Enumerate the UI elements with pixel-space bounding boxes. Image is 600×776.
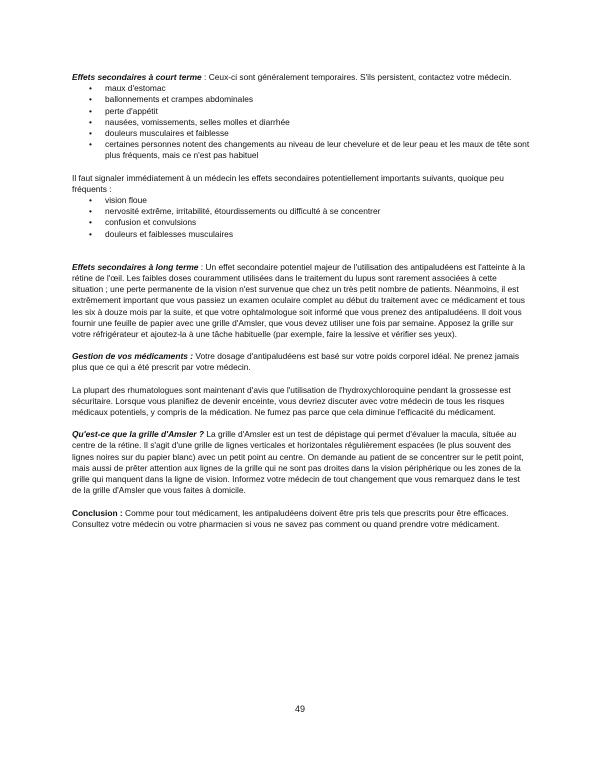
report-list: [72, 195, 530, 240]
short-term-heading: Effets secondaires à court terme: [72, 72, 202, 82]
amsler-heading: Qu'est-ce que la grille d'Amsler ?: [72, 429, 204, 440]
list-item: • nervosité extrême, irritabilité, étourdissements ou difficulté à se concentrer: [72, 206, 530, 217]
page-content: [72, 72, 530, 530]
list-item: • douleurs musculaires et faiblesse: [72, 128, 530, 139]
list-item: • ballonnements et crampes abdominales: [72, 94, 530, 105]
long-term-heading: Effets secondaires à long terme: [72, 261, 199, 272]
conclusion-paragraph: [72, 508, 530, 530]
list-item: • vision floue: [72, 195, 530, 206]
long-term-paragraph: [72, 262, 530, 340]
short-term-intro: : Ceux-ci sont généralement temporaires. S'ils persistent, contactez votre médecin.: [201, 72, 512, 82]
amsler-text: La grille d'Amsler est un test de dépistage qui permet d'évaluer la macula, située au centre de la rétine. Il s'agit d'une grille de lignes verticales et horizontales régulièrement espacées (le plus souvent des lignes noires sur du papier blanc) avec un petit point au centre. On demande au patient de se concentrer sur le petit point, mais aussi de prêter attention aux lignes de la grille qui ne sont pas droites dans la vision périphérique ou les zones de la grille qui manquent dans la ligne de vision. Informez votre médecin de tout changement que vous remarquez dans le test de la grille d'Amsler que vous faites à domicile.: [72, 429, 524, 496]
conclusion-text: Comme pour tout médicament, les antipaludéens doivent être pris tels que prescrits pour être efficaces. Consultez votre médecin ou votre pharmacien si vous ne savez pas comment ou quand prendre votre médicament.: [72, 507, 509, 529]
short-term-paragraph: [72, 72, 530, 83]
list-item: • maux d'estomac: [72, 83, 530, 94]
long-term-text: : Un effet secondaire potentiel majeur de l'utilisation des antipaludéens est l'atteinte à la rétine de l'œil. Les faibles doses couramment utilisées dans le traitement du lupus sont rarement associées à cette situation ; une perte permanente de la vision n'est survenue que chez un très petit nombre de patients. Néanmoins, il est extrêmement important que vous passiez un examen oculaire complet au début du traitement avec ce médicament et tous les six à douze mois par la suite, et que votre ophtalmologue soit informé que vous prenez des antipaludéens. Il doit vous fournir une feuille de papier avec une grille d'Amsler, que vous devez utiliser une fois par semaine. Apposez la grille sur votre réfrigérateur et ajoutez-la à une tâche habituelle (par exemple, faire la lessive et vérifier ses yeux).: [72, 261, 526, 340]
list-item: • certaines personnes notent des changements au niveau de leur chevelure et de leur peau et les maux de tête sont plus fréquents, mais ce n'est pas habituel: [72, 139, 530, 161]
list-item: • douleurs et faiblesses musculaires: [72, 229, 530, 240]
list-item: • nausées, vomissements, selles molles et diarrhée: [72, 117, 530, 128]
pregnancy-paragraph: La plupart des rhumatologues sont maintenant d'avis que l'utilisation de l'hydroxychloroquine pendant la grossesse est sécuritaire. Lorsque vous planifiez de devenir enceinte, vous devriez discuter avec votre médecin de tous les risques médicaux potentiels, y compris de la médication. Ne fumez pas parce que cela diminue l'efficacité du médicament.: [72, 384, 511, 418]
amsler-paragraph: [72, 429, 530, 496]
management-paragraph: [72, 351, 530, 373]
management-heading: Gestion de vos médicaments :: [72, 351, 194, 362]
list-item: • perte d'appétit: [72, 106, 530, 117]
management-text: Votre dosage d'antipaludéens est basé sur votre poids corporel idéal. Ne prenez jamais plus que ce qui a été prescrit par votre médecin.: [72, 351, 520, 373]
page-number: 49: [294, 704, 305, 714]
report-intro: Il faut signaler immédiatement à un médecin les effets secondaires potentiellement importants suivants, quoique peu fréquents :: [72, 172, 504, 194]
short-term-list: [72, 83, 530, 161]
list-item: • confusion et convulsions: [72, 217, 530, 228]
conclusion-heading: Conclusion :: [72, 507, 123, 518]
